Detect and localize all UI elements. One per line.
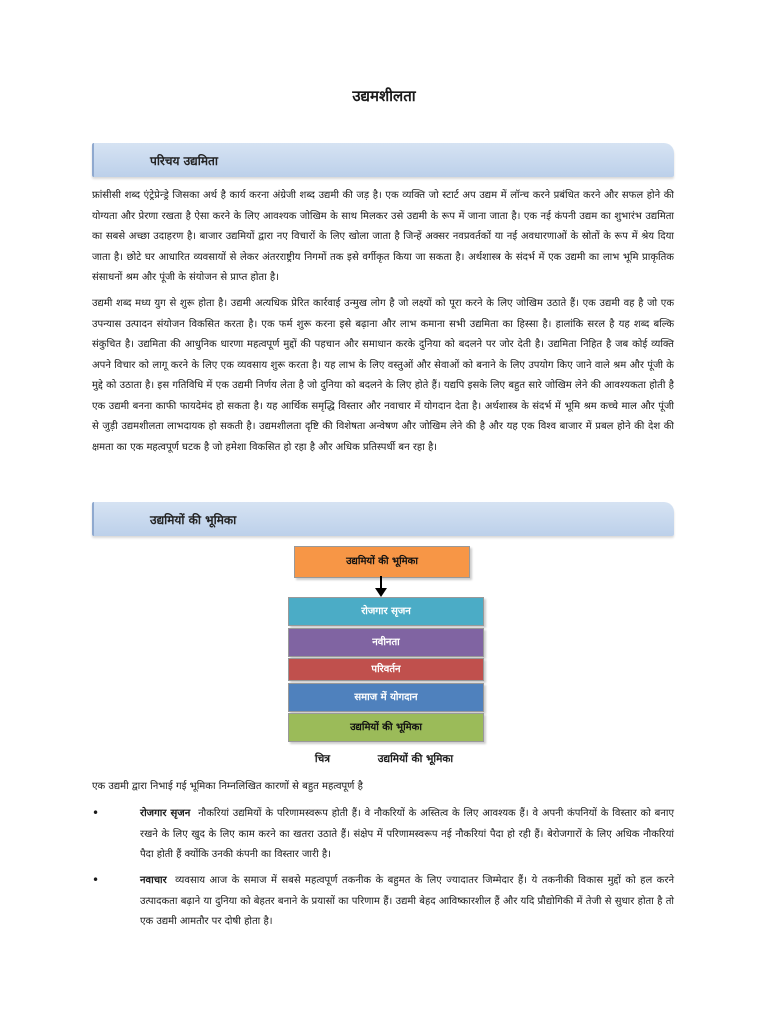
caption-text: उद्यमियों की भूमिका: [377, 753, 454, 765]
flow-item-change: परिवर्तन: [288, 658, 484, 681]
bullet-text: [140, 871, 674, 933]
flow-arrow: [371, 576, 391, 598]
list-item: [92, 871, 674, 933]
figure-caption: [0, 752, 768, 766]
list-item: [92, 804, 674, 866]
bullet-term: नवाचार: [140, 875, 167, 886]
paragraph-2: उद्यमी शब्द मध्य युग से शुरू होता है। उद्यमी अत्यधिक प्रेरित कार्रवाई उन्मुख लोग है जो लक्ष्यों को पूरा करने के लिए जोखिम उठाते हैं। एक उद्यमी वह है जो एक उपन्यास उत्पादन संयोजन विकसित करता है। एक फर्म शुरू करना इसे बढ़ाना और लाभ कमाना सभी उद्यमिता का हिस्सा है। हालांकि सरल है यह शब्द बल्कि संकुचित है। उद्यमिता की आधुनिक धारणा महत्वपूर्ण मुद्दों की पहचान और समाधान करके दुनिया को बदलने पर जोर देती है। उद्यमिता निहित है जब कोई व्यक्ति अपने विचार को लागू करने के लिए एक व्यवसाय शुरू करता है। यह लाभ के लिए वस्तुओं और सेवाओं को बनाने के लिए उपयोग किए जाने वाले श्रम और पूंजी के मुद्दे को उठाता है। इस गतिविधि में एक उद्यमी निर्णय लेता है जो दुनिया को बदलने के लिए होते हैं। यद्यपि इसके लिए बहुत सारे जोखिम लेने की आवश्यकता होती है एक उद्यमी बनना काफी फायदेमंद हो सकता है। यह आर्थिक समृद्धि विस्तार और नवाचार में योगदान देता है। अर्थशास्त्र के संदर्भ में भूमि श्रम कच्चे माल और पूंजी से जुड़ी उद्यमशीलता लाभदायक हो सकती है। उद्यमशीलता दृष्टि की विशेषता अन्वेषण और जोखिम लेने की है और यह एक विश्व बाजार में प्रबल होने की देश की क्षमता का एक महत्वपूर्ण घटक है जो हमेशा विकसित हो रहा है और अधिक प्रतिस्पर्धी बन रहा है।: [92, 298, 674, 453]
flow-top-box: उद्यमियों की भूमिका: [294, 546, 470, 578]
bullet-body: व्यवसाय आज के समाज में सबसे महत्वपूर्ण तकनीक के बहुमत के लिए ज्यादातर जिम्मेदार हैं। ये तकनीकी विकास मुद्दों को हल करने उत्पादकता बढ़ाने या दुनिया को बेहतर बनाने के प्रयासों का परिणाम हैं। उद्यमी बेहद आविष्कारशील हैं और यदि प्रौद्योगिकी में तेजी से सुधार होता है तो एक उद्यमी आमतौर पर दोषी होता है।: [140, 875, 674, 927]
paragraph-1: फ्रांसीसी शब्द एंट्रेप्रेन्ड्रे जिसका अर्थ है कार्य करना अंग्रेजी शब्द उद्यमी की जड़ है। एक व्यक्ति जो स्टार्ट अप उद्यम में लॉन्च करने प्रबंधित करने और सफल होने की योग्यता और प्रेरणा रखता है ऐसा करने के लिए आवश्यक जोखिम के साथ मिलकर उसे उद्यमी के रूप में जाना जाता है। एक नई कंपनी उद्यम का शुभारंभ उद्यमिता का सबसे अच्छा उदाहरण है। बाजार उद्यमियों द्वारा नए विचारों के लिए खोला जाता है जिन्हें अक्सर नवप्रवर्तकों या नई अवधारणाओं के स्रोतों के रूप में श्रेय दिया जाता है। छोटे घर आधारित व्यवसायों से लेकर अंतरराष्ट्रीय निगमों तक इसे वर्गीकृत किया जा सकता है। अर्थशास्त्र के संदर्भ में एक उद्यमी का लाभ भूमि प्राकृतिक संसाधनों श्रम और पूंजी के संयोजन से प्राप्त होता है।: [92, 190, 674, 283]
caption-label: चित्र: [314, 753, 331, 765]
bullet-text: [140, 804, 674, 866]
section-heading: परिचय उद्यमिता: [150, 154, 218, 168]
section-header-introduction: [92, 143, 674, 177]
bullet-body: नौकरियां उद्यमियों के परिणामस्वरूप होती हैं। वे नौकरियों के अस्तित्व के लिए आवश्यक हैं। वे अपनी कंपनियों के विस्तार को बनाए रखने के लिए खुद के लिए काम करने का खतरा उठाते हैं। संक्षेप में परिणामस्वरूप नई नौकरियां पैदा हो रही हैं। बेरोजगारों के लिए अधिक नौकरियां पैदा होती हैं क्योंकि उनकी कंपनी का विस्तार जारी है।: [140, 808, 674, 860]
flow-item-innovation: नवीनता: [288, 628, 484, 657]
document-title: उद्यमशीलता: [352, 87, 416, 105]
flow-item-employment: रोजगार सृजन: [288, 597, 484, 626]
section-heading: उद्यमियों की भूमिका: [150, 513, 237, 527]
bullet-term: रोजगार सृजन: [140, 808, 191, 819]
bullet-icon: •: [92, 873, 100, 887]
bullet-icon: •: [92, 806, 100, 820]
section-header-roles: [92, 502, 674, 536]
flow-item-role: उद्यमियों की भूमिका: [288, 713, 484, 742]
roles-intro: एक उद्यमी द्वारा निभाई गई भूमिका निम्नलिखित कारणों से बहुत महत्वपूर्ण है: [92, 781, 363, 792]
flow-item-society: समाज में योगदान: [288, 683, 484, 712]
